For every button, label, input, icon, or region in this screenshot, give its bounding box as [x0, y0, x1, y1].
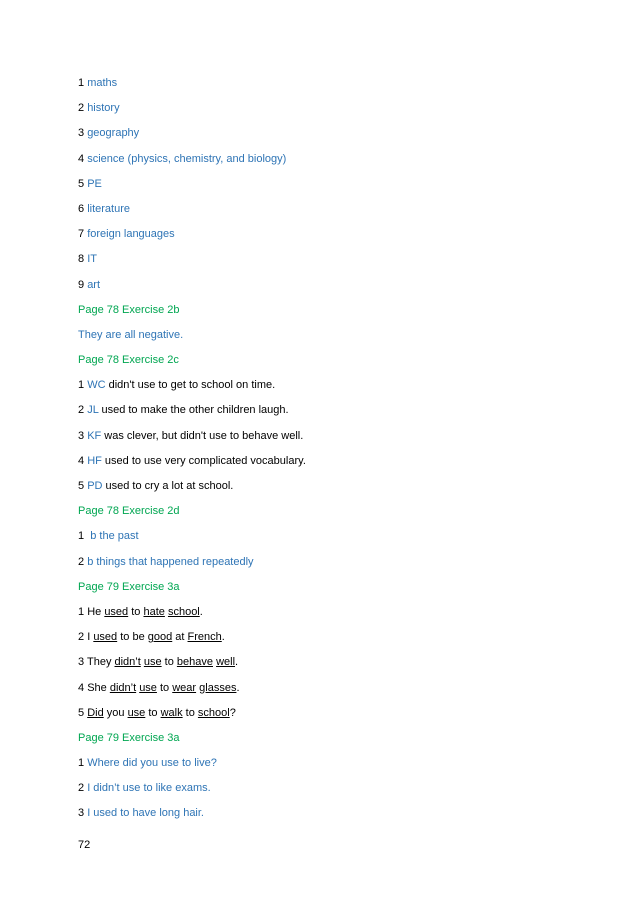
list-item: 3 I used to have long hair. [78, 807, 204, 820]
list-item: 5 PD used to cry a lot at school. [78, 480, 234, 492]
sentence-line [78, 630, 578, 655]
exercise-heading: Page 78 Exercise 2d [78, 505, 180, 518]
underlined-word: school [167, 605, 200, 618]
sentence-line [78, 681, 578, 706]
answer-key-content [78, 76, 578, 832]
sentence-number: 1 [78, 605, 88, 618]
sentence-number: 5 [78, 706, 88, 719]
sentence-text: to [145, 706, 161, 719]
sentence-number: 4 [78, 681, 88, 694]
sentence-text: to be [117, 631, 148, 644]
underlined-word: use [139, 681, 157, 694]
list-item: 4 HF used to use very complicated vocabulary. [78, 454, 306, 467]
list-item: 8 IT [78, 253, 97, 266]
exercise-heading: Page 79 Exercise 3a [78, 731, 180, 744]
list-item: 6 literature [78, 202, 130, 215]
underlined-word: use [127, 706, 146, 719]
sentence-text: to [182, 706, 198, 719]
list-item: 9 art [78, 278, 101, 291]
underlined-sentences [78, 605, 578, 731]
underlined-word: use [143, 656, 162, 669]
sentence-text: He [87, 605, 105, 618]
underlined-word: well [216, 656, 236, 669]
underlined-word: didn’t [109, 681, 137, 694]
sentence-line [78, 706, 578, 731]
sentence-text: you [103, 706, 128, 719]
underlined-word: walk [160, 706, 183, 719]
underlined-word: didn’t [114, 656, 141, 669]
exercise-heading: Page 79 Exercise 3a [78, 580, 180, 593]
sentence-line [78, 655, 578, 680]
sentence-text: I [87, 631, 94, 644]
list-item: 5 PE [78, 177, 102, 190]
exercise-answer: They are all negative. [78, 328, 184, 341]
sentence-line [78, 605, 578, 630]
underlined-word: Did [87, 706, 104, 719]
list-item: 1 maths [78, 77, 118, 89]
list-item: 1 Where did you use to live? [78, 757, 217, 770]
list-item: 7 foreign languages [78, 228, 175, 241]
list-item: 3 KF was clever, but didn't use to behave well. [78, 429, 304, 442]
underlined-word: school [197, 706, 230, 719]
sentence-text: to [128, 605, 144, 618]
sentence-text: . [235, 656, 239, 669]
sentence-text: . [221, 631, 225, 644]
underlined-word: French [187, 631, 222, 644]
list-item: 3 geography [78, 127, 140, 140]
underlined-word: used [104, 605, 129, 618]
exercise-heading: Page 78 Exercise 2c [78, 354, 179, 367]
sentence-text: ? [229, 706, 236, 719]
list-item: 2 I didn’t use to like exams. [78, 782, 211, 795]
list-item: 4 science (physics, chemistry, and biology) [78, 152, 287, 165]
sentence-text: . [199, 605, 203, 618]
underlined-word: used [93, 631, 118, 644]
list-item: 2 history [78, 102, 120, 115]
sentence-text: . [236, 681, 240, 694]
underlined-word: glasses [199, 681, 237, 694]
list-item: 1 WC didn't use to get to school on time. [78, 379, 276, 392]
exercise-heading: Page 78 Exercise 2b [78, 303, 180, 316]
list-item: 1 b the past [78, 530, 139, 543]
sentence-number: 3 [78, 656, 87, 669]
page-number: 72 [78, 839, 91, 851]
sentence-text: to [156, 681, 173, 694]
underlined-word: good [147, 631, 173, 644]
sentence-number: 2 [78, 631, 88, 644]
underlined-word: hate [143, 605, 165, 618]
sentence-text: to [161, 656, 177, 669]
sentence-text: at [172, 631, 188, 644]
sentence-text: They [86, 656, 115, 669]
underlined-word: wear [172, 681, 197, 694]
sentence-text: She [87, 681, 110, 694]
list-item: 2 b things that happened repeatedly [78, 555, 254, 568]
underlined-word: behave [176, 656, 213, 669]
list-item: 2 JL used to make the other children laugh. [78, 404, 289, 417]
subjects-list [78, 76, 578, 303]
